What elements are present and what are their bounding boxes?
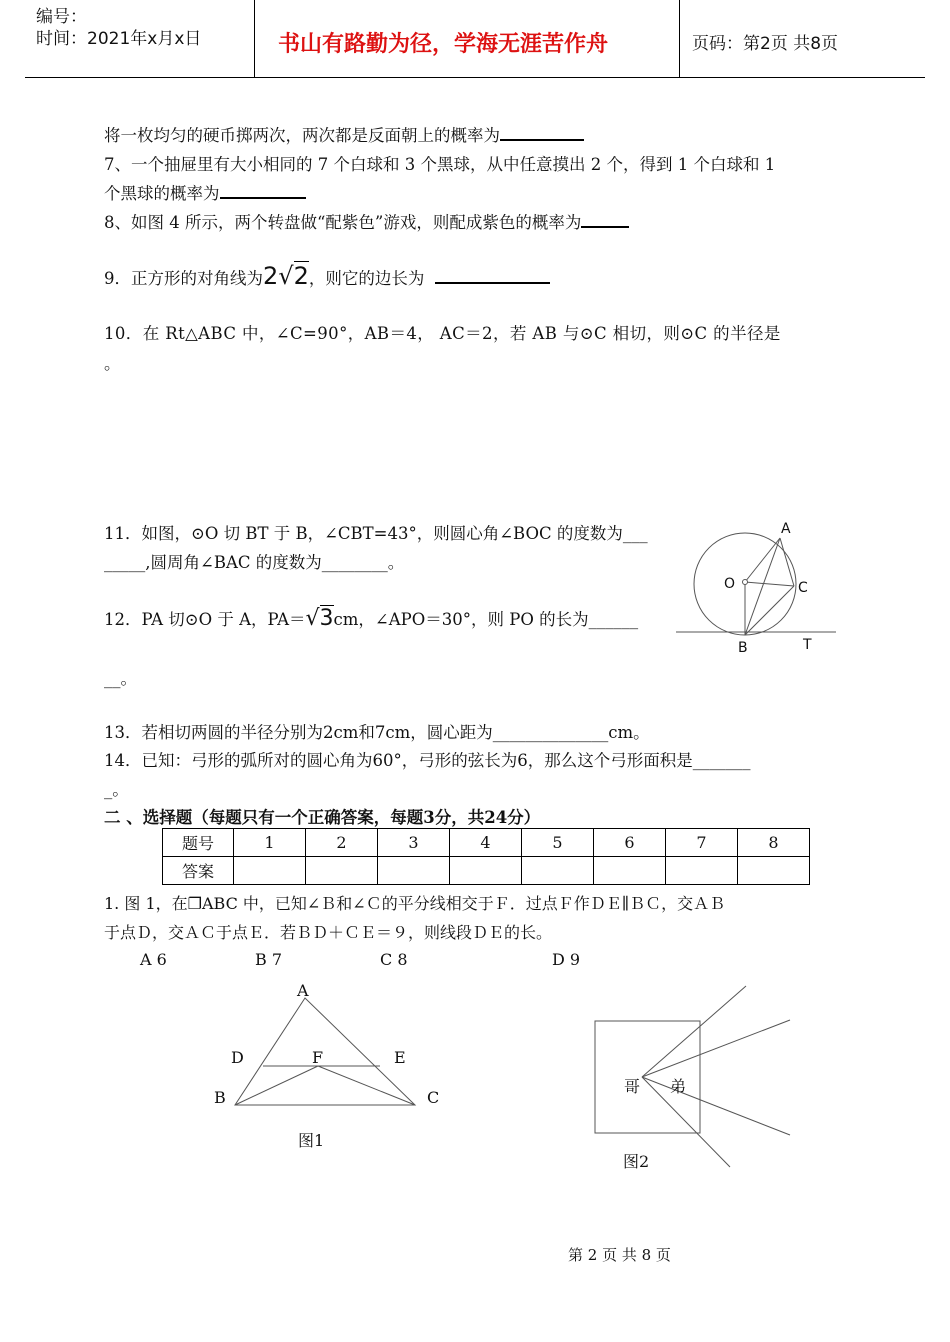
question-8 bbox=[104, 209, 629, 233]
label-c: C bbox=[798, 580, 808, 596]
page-info: 页码：第2页 共8页 bbox=[692, 34, 839, 54]
answer-cell[interactable] bbox=[666, 857, 738, 885]
header-bottom-rule bbox=[25, 77, 925, 78]
choice-question-1-line1: 1. 图 1，在❐ABC 中，已知∠Ｂ和∠Ｃ的平分线相交于Ｆ．过点Ｆ作ＤＥ∥ＢＣ，交ＡＢ bbox=[104, 894, 726, 913]
figure-2-rays bbox=[590, 980, 800, 1175]
answer-blank bbox=[435, 268, 550, 284]
coefficient: 2 bbox=[263, 262, 279, 290]
question-7-line1: 7、一个抽屉里有大小相同的 7 个白球和 3 个黑球，从中任意摸出 2 个，得到 1 个白球和 1 bbox=[104, 155, 776, 174]
row-label-answer: 答案 bbox=[163, 857, 234, 885]
question-6-continued bbox=[104, 122, 584, 146]
fig2-caption: 图2 bbox=[623, 1152, 650, 1171]
label-t: T bbox=[803, 637, 812, 653]
segment-oa bbox=[745, 538, 780, 582]
ray-upper-steep bbox=[642, 986, 746, 1077]
section-2-title: 二 、选择题（每题只有一个正确答案，每题3分，共24分） bbox=[104, 808, 541, 827]
question-9-suffix: ，则它的边长为 bbox=[308, 269, 425, 288]
question-12-suffix: cm，∠APO＝30°，则 PO 的长为______ bbox=[333, 610, 639, 629]
question-11-line1: 11．如图，⊙O 切 BT 于 B，∠CBT=43°，则圆心角∠BOC 的度数为___ bbox=[104, 524, 648, 543]
segment-oc bbox=[745, 582, 794, 586]
fig1-label-b: B bbox=[214, 1088, 226, 1107]
center-point bbox=[743, 580, 748, 585]
question-14-line1: 14．已知：弓形的弧所对的圆心角为60°，弓形的弦长为6，那么这个弓形面积是_______ bbox=[104, 751, 751, 770]
table-cell: 2 bbox=[306, 829, 378, 857]
ray-lower-shallow bbox=[642, 1077, 790, 1135]
option-d: D 9 bbox=[552, 950, 581, 969]
question-12 bbox=[104, 606, 638, 631]
answer-cell[interactable] bbox=[378, 857, 450, 885]
answer-cell[interactable] bbox=[594, 857, 666, 885]
segment-cf bbox=[318, 1066, 415, 1105]
question-11-line2: _____,圆周角∠BAC 的度数为________。 bbox=[104, 553, 405, 572]
table-cell: 8 bbox=[738, 829, 810, 857]
fig1-label-f: F bbox=[312, 1048, 324, 1067]
label-a: A bbox=[781, 521, 791, 537]
table-row bbox=[163, 857, 810, 885]
answer-cell[interactable] bbox=[306, 857, 378, 885]
answer-cell[interactable] bbox=[450, 857, 522, 885]
fig1-label-e: E bbox=[394, 1048, 406, 1067]
question-14-line2: _。 bbox=[104, 780, 129, 799]
page-footer: 第 2 页 共 8 页 bbox=[568, 1246, 671, 1264]
label-o: O bbox=[724, 576, 736, 592]
choice-question-1-line2: 于点Ｄ，交ＡＣ于点Ｅ．若ＢＤ＋ＣＥ＝９，则线段ＤＥ的长。 bbox=[104, 923, 553, 942]
table-cell: 6 bbox=[594, 829, 666, 857]
tangent-circle-figure bbox=[676, 510, 846, 660]
radicand: 3 bbox=[319, 606, 334, 631]
table-cell: 5 bbox=[522, 829, 594, 857]
option-c: C 8 bbox=[380, 950, 408, 969]
question-12-text: 12．PA 切⊙O 于 A，PA＝ bbox=[104, 610, 306, 629]
fig1-label-a: A bbox=[297, 981, 309, 1000]
header-divider-left bbox=[254, 0, 255, 78]
fig1-label-c: C bbox=[427, 1088, 440, 1107]
row-label-number: 题号 bbox=[163, 829, 234, 857]
motto: 书山有路勤为径，学海无涯苦作舟 bbox=[278, 31, 609, 57]
ray-upper-shallow bbox=[642, 1020, 790, 1077]
fig1-label-d: D bbox=[231, 1048, 244, 1067]
question-7-line2 bbox=[104, 180, 306, 204]
answer-cell[interactable] bbox=[234, 857, 306, 885]
table-cell: 7 bbox=[666, 829, 738, 857]
segment-ac bbox=[780, 538, 794, 586]
question-10-line1: 10．在 Rt△ABC 中，∠C=90°，AB＝4， AC＝2，若 AB 与⊙C 相切，则⊙C 的半径是 bbox=[104, 324, 781, 343]
option-a: A 6 bbox=[140, 950, 167, 969]
time-label: 时间：2021年x月x日 bbox=[36, 29, 202, 49]
fig2-label-brother-younger: 弟 bbox=[670, 1077, 687, 1096]
triangle-abc bbox=[235, 998, 415, 1105]
segment-ba bbox=[745, 538, 780, 635]
table-cell: 3 bbox=[378, 829, 450, 857]
table-cell: 1 bbox=[234, 829, 306, 857]
segment-bc bbox=[745, 586, 794, 635]
radical-sign: √ bbox=[278, 262, 294, 290]
fig1-caption: 图1 bbox=[298, 1131, 325, 1150]
label-b: B bbox=[738, 640, 748, 656]
question-7-text: 个黑球的概率为 bbox=[104, 184, 220, 203]
answer-blank bbox=[581, 212, 629, 228]
radicand: 2 bbox=[293, 262, 309, 290]
answer-blank bbox=[500, 125, 584, 141]
question-13: 13．若相切两圆的半径分别为2cm和7cm，圆心距为______________cm。 bbox=[104, 723, 650, 742]
question-6-text: 将一枚均匀的硬币掷两次，两次都是反面朝上的概率为 bbox=[104, 126, 500, 145]
question-10-line2: 。 bbox=[104, 354, 121, 373]
radical-sign: √ bbox=[305, 606, 320, 631]
answer-table bbox=[162, 828, 810, 885]
header-divider-right bbox=[679, 0, 680, 78]
answer-cell[interactable] bbox=[738, 857, 810, 885]
answer-cell[interactable] bbox=[522, 857, 594, 885]
table-cell: 4 bbox=[450, 829, 522, 857]
question-8-text: 8、如图 4 所示，两个转盘做“配紫色”游戏，则配成紫色的概率为 bbox=[104, 213, 582, 232]
fig2-label-brother-elder: 哥 bbox=[624, 1077, 641, 1096]
question-9-text: 9．正方形的对角线为 bbox=[104, 269, 263, 288]
table-row bbox=[163, 829, 810, 857]
answer-blank bbox=[220, 183, 306, 199]
question-12-line2: __。 bbox=[104, 669, 137, 688]
serial-label: 编号： bbox=[36, 7, 87, 27]
option-b: B 7 bbox=[255, 950, 283, 969]
question-9 bbox=[104, 262, 550, 290]
